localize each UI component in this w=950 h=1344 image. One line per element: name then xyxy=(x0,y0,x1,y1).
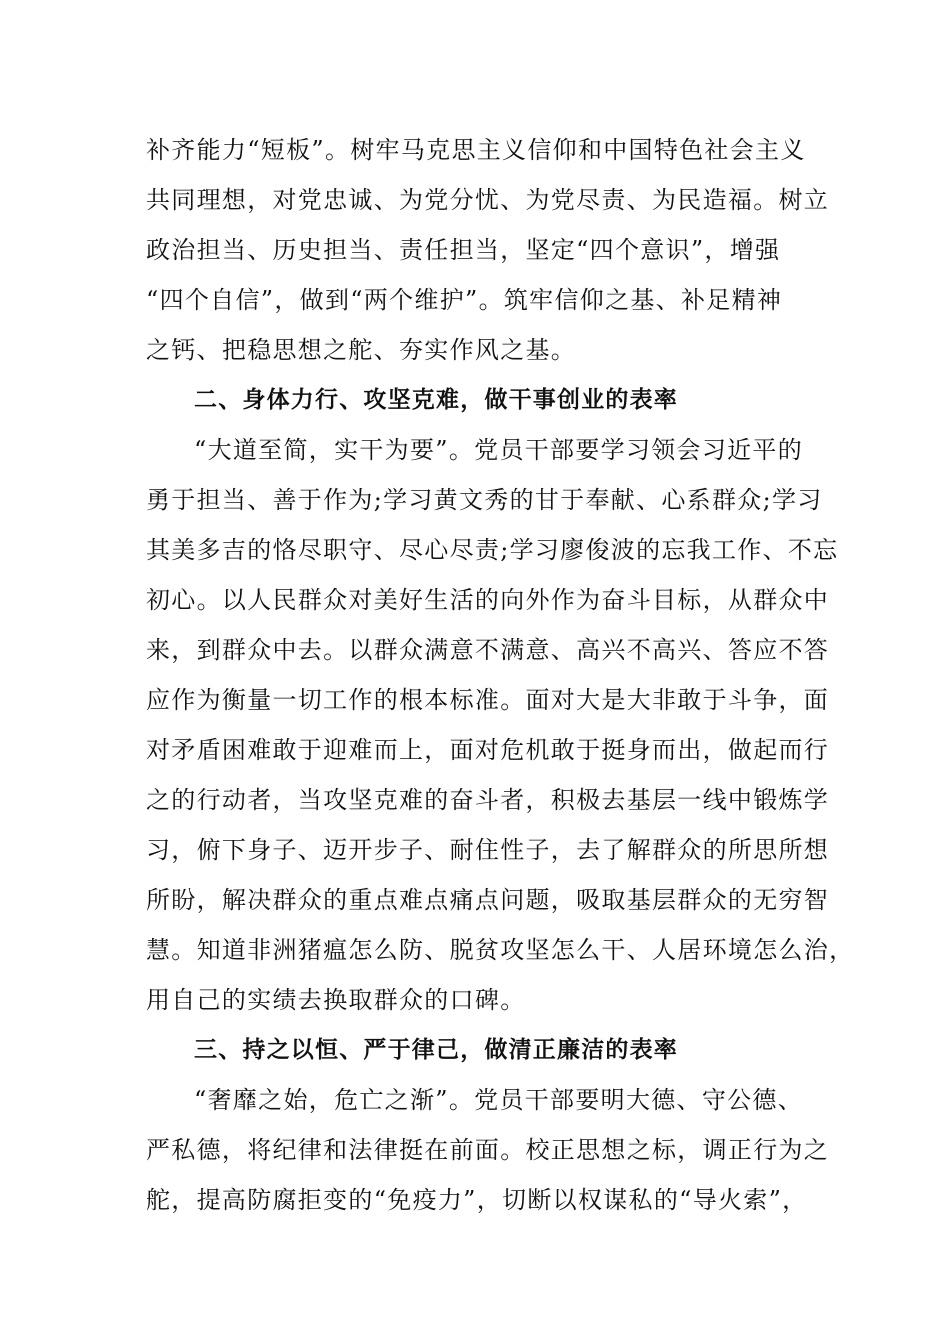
body-text-line: 舵，提高防腐拒变的“免疫力”，切断以权谋私的“导火索”， xyxy=(146,1186,808,1214)
body-text-line: 初心。以人民群众对美好生活的向外作为奋斗目标，从群众中 xyxy=(146,586,830,614)
body-text-line: 应作为衡量一切工作的根本标准。面对大是大非敢于斗争，面 xyxy=(146,686,830,714)
body-text-line: 补齐能力“短板”。树牢马克思主义信仰和中国特色社会主义 xyxy=(146,136,806,164)
body-text-line: 之钙、把稳思想之舵、夯实作风之基。 xyxy=(146,336,577,364)
body-text-line: 对矛盾困难敢于迎难而上，面对危机敢于挺身而出，做起而行 xyxy=(146,736,830,764)
body-text-line: 习，俯下身子、迈开步子、耐住性子，去了解群众的所思所想 xyxy=(146,836,830,864)
body-text-line: 所盼，解决群众的重点难点痛点问题，吸取基层群众的无穷智 xyxy=(146,886,830,914)
body-text-line: 政治担当、历史担当、责任担当，坚定“四个意识”，增强 xyxy=(146,236,781,264)
body-text-line: 慧。知道非洲猪瘟怎么防、脱贫攻坚怎么干、人居环境怎么治， xyxy=(146,936,855,964)
body-text-line: “大道至简，实干为要”。党员干部要学习领会习近平的 xyxy=(194,436,804,464)
body-text-line: “四个自信”，做到“两个维护”。筑牢信仰之基、补足精神 xyxy=(146,286,783,314)
body-text-line: 共同理想，对党忠诚、为党分忧、为党尽责、为民造福。树立 xyxy=(146,186,830,214)
body-text-line: “奢靡之始，危亡之渐”。党员干部要明大德、守公德、 xyxy=(194,1086,804,1114)
section-heading-2: 二、身体力行、攻坚克难，做干事创业的表率 xyxy=(194,387,678,413)
body-text-line: 用自己的实绩去换取群众的口碑。 xyxy=(146,986,526,1014)
body-text-line: 之的行动者，当攻坚克难的奋斗者，积极去基层一线中锻炼学 xyxy=(146,786,830,814)
section-heading-3: 三、持之以恒、严于律己，做清正廉洁的表率 xyxy=(194,1037,678,1063)
body-text-line: 勇于担当、善于作为;学习黄文秀的甘于奉献、心系群众;学习 xyxy=(146,486,823,514)
body-text-line: 严私德，将纪律和法律挺在前面。校正思想之标，调正行为之 xyxy=(146,1136,830,1164)
body-text-line: 来，到群众中去。以群众满意不满意、高兴不高兴、答应不答 xyxy=(146,636,830,664)
body-text-line: 其美多吉的恪尽职守、尽心尽责;学习廖俊波的忘我工作、不忘 xyxy=(146,536,839,564)
